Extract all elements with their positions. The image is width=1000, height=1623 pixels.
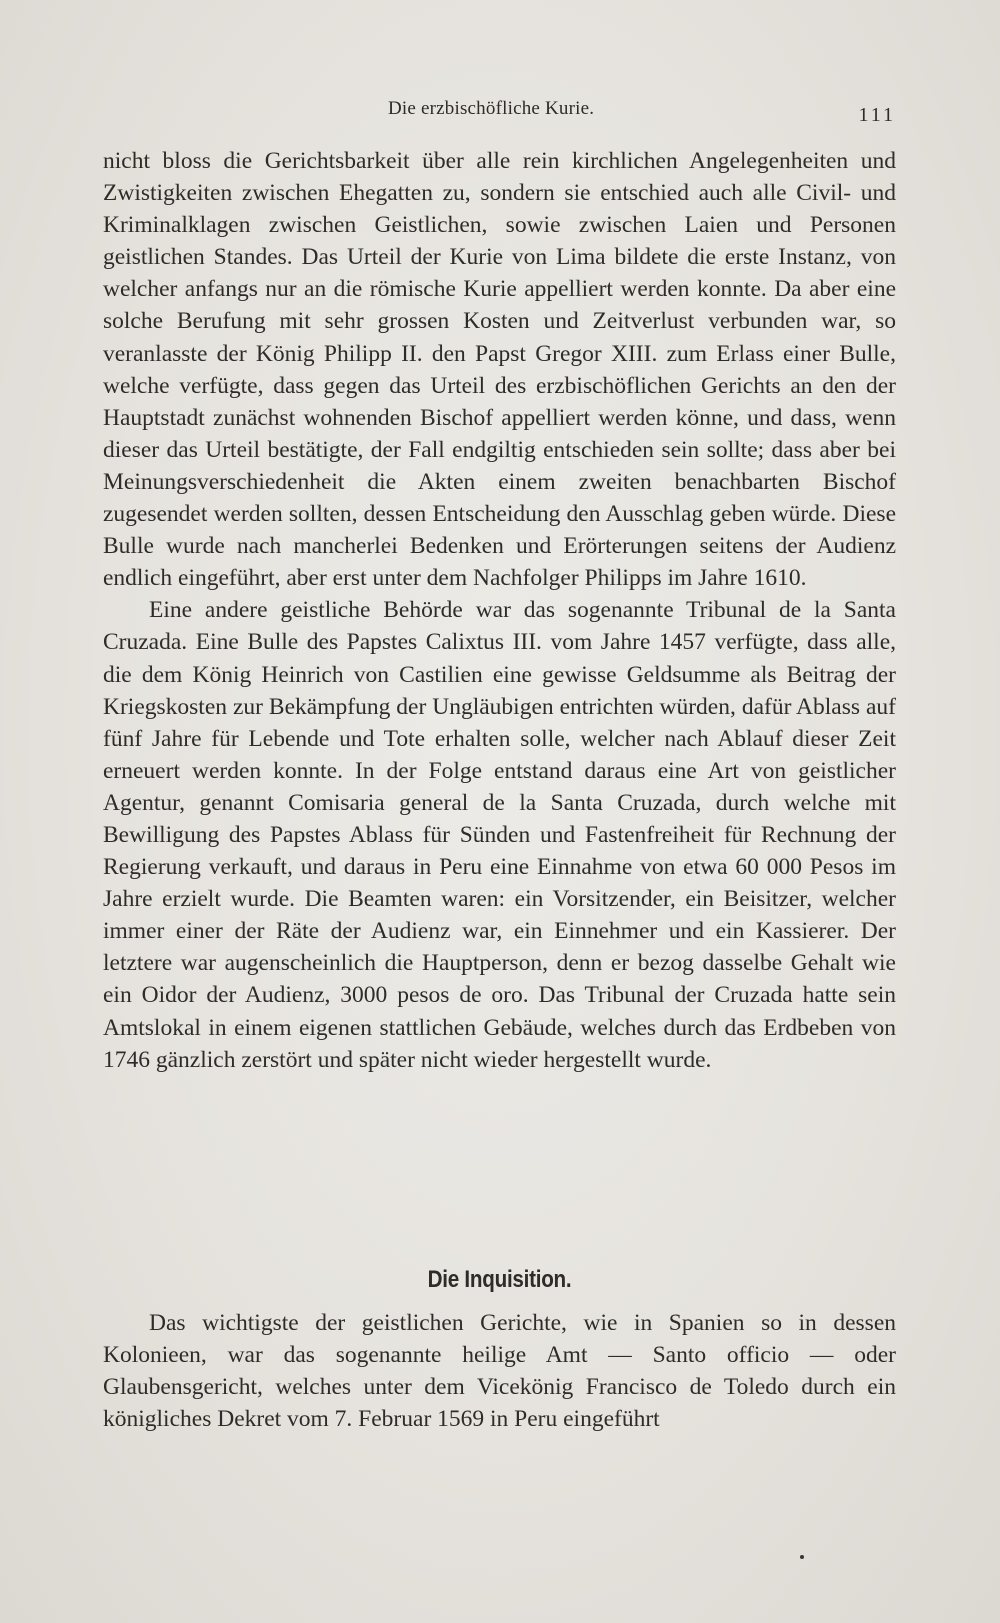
section-text-block	[103, 1307, 896, 1435]
paper-speck	[800, 1555, 804, 1559]
chapter-running-title: Die erzbischöfliche Kurie.	[388, 98, 595, 119]
section-heading-inquisition: Die Inquisition.	[427, 1266, 572, 1293]
paragraph-inquisition-intro: Das wichtigste der geistlichen Gerichte, wie in Spanien so in dessen Kolonieen, war das sogenannte heilige Amt — Santo officio — oder Glaubensgericht, welches unter dem Vicekönig Francisco de Toledo durch ein königliches Dekret vom 7. Februar 1569 in Peru eingeführt	[103, 1310, 896, 1433]
paragraph-kurie-continuation: nicht bloss die Gerichtsbarkeit über alle rein kirchlichen Angelegenheiten und Zwistigkeiten zwischen Ehegatten zu, sondern sie entschied auch alle Civil- und Kriminalklagen zwischen Geistlichen, sowie zwischen Laien und Personen geistlichen Standes. Das Urteil der Kurie von Lima bildete die erste Instanz, von welcher anfangs nur an die römische Kurie appelliert werden konnte. Da aber eine solche Berufung mit sehr grossen Kosten und Zeitverlust verbunden war, so veranlasste der König Philipp II. den Papst Gregor XIII. zum Erlass einer Bulle, welche verfügte, dass gegen das Urteil des erzbischöflichen Gerichts an den der Hauptstadt zunächst wohnenden Bischof appelliert werden könne, und dass, wenn dieser das Urteil bestätigte, der Fall endgiltig entschieden sein sollte; dass aber bei Meinungsverschiedenheit die Akten einem zweiten benachbarten Bischof zugesendet werden sollten, dessen Entscheidung den Ausschlag geben würde. Diese Bulle wurde nach mancherlei Bedenken und Erörterungen seitens der Audienz endlich eingeführt, aber erst unter dem Nachfolger Philipps im Jahre 1610.	[103, 148, 896, 592]
page-number: 111	[858, 104, 896, 126]
paragraph-santa-cruzada: Eine andere geistliche Behörde war das sogenannte Tribunal de la Santa Cruzada. Eine Bulle des Papstes Calixtus III. vom Jahre 1457 verfügte, dass alle, die dem König Heinrich von Castilien eine gewisse Geldsumme als Beitrag der Kriegskosten zur Bekämpfung der Ungläubigen entrichten würden, dafür Ablass auf fünf Jahre für Lebende und Tote erhalten solle, welcher nach Ablauf dieser Zeit erneuert werden konnte. In der Folge entstand daraus eine Art von geistlicher Agentur, genannt Comisaria general de la Santa Cruzada, durch welche mit Bewilligung des Papstes Ablass für Sünden und Fastenfreiheit für Rechnung der Regierung verkauft, und daraus in Peru eine Einnahme von etwa 60 000 Pesos im Jahre erzielt wurde. Die Beamten waren: ein Vorsitzender, ein Beisitzer, welcher immer einer der Räte der Audienz war, ein Einnehmer und ein Kassierer. Der letztere war augenscheinlich die Hauptperson, denn er bezog dasselbe Gehalt wie ein Oidor der Audienz, 3000 pesos de oro. Das Tribunal der Cruzada hatte sein Amtslokal in einem eigenen stattlichen Gebäude, welches durch das Erdbeben von 1746 gänzlich zerstört und später nicht wieder hergestellt wurde.	[103, 597, 896, 1073]
running-header	[103, 98, 896, 128]
main-text-block	[103, 145, 896, 1076]
